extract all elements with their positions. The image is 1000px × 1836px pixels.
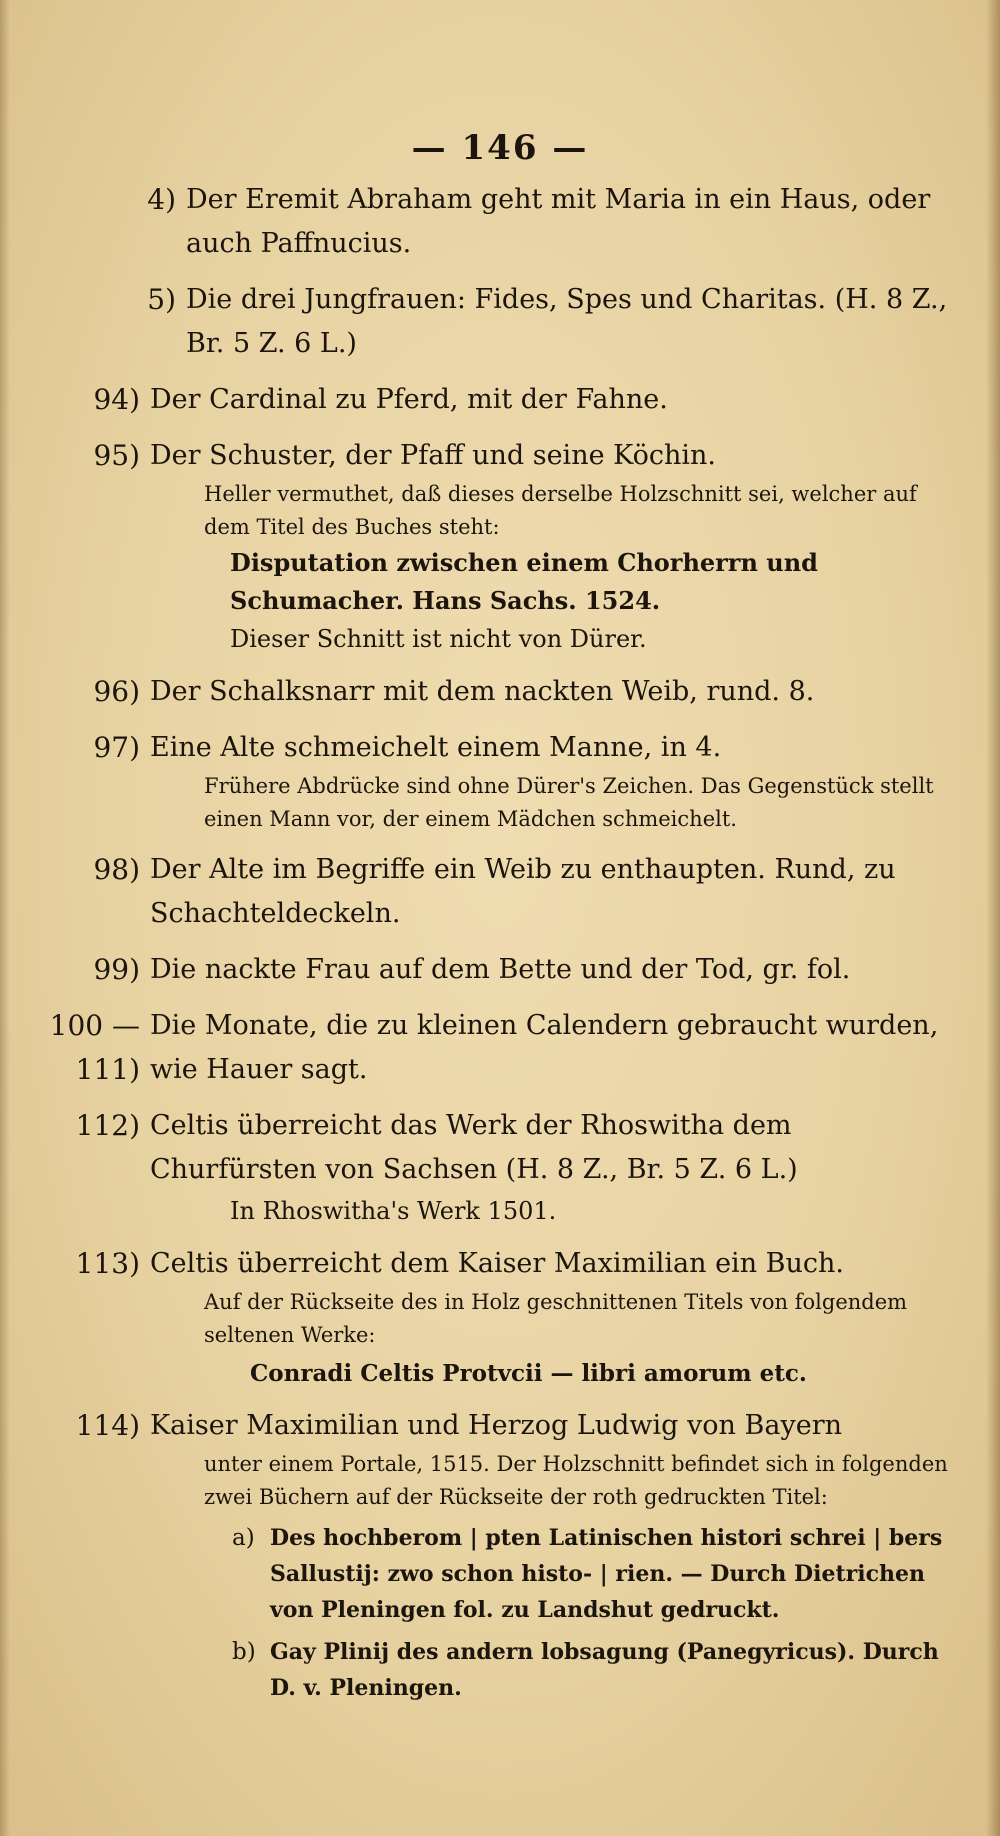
entry-number: 4)	[147, 183, 176, 216]
entry-title: Der Cardinal zu Pferd, mit der Fahne.	[150, 384, 668, 415]
entry-title: Der Schalksnarr mit dem nackten Weib, rund. 8.	[150, 676, 815, 707]
entry-98	[93, 848, 956, 936]
page-edge-left	[0, 0, 10, 1836]
entry-number: 5)	[147, 283, 176, 316]
entry-100-111	[49, 1004, 956, 1092]
entry-title: Celtis überreicht dem Kaiser Maximilian ein Buch.	[150, 1248, 844, 1279]
subitem-b	[150, 1634, 956, 1706]
entry-title: Der Eremit Abraham geht mit Maria in ein Haus, oder auch Paffnucius.	[186, 184, 931, 259]
entry-remark: Dieser Schnitt ist nicht von Dürer.	[230, 625, 647, 653]
entry-subtitle: Disputation zwischen einem Chorherrn und Schumacher. Hans Sachs. 1524.	[230, 548, 818, 615]
entry-number: 100 — 111)	[49, 1009, 140, 1086]
entry-note: Auf der Rückseite des in Holz geschnittenen Titels von folgendem seltenen Werke:	[204, 1290, 908, 1347]
subitem-label: b)	[232, 1639, 256, 1665]
subitem-text: Des hochberom | pten Latinischen histori schrei | bers Sallustij: zwo schon histo- | rien. — Durch Dietrichen von Pleningen fol. zu Landshut gedruckt.	[270, 1525, 943, 1623]
entry-note: Frühere Abdrücke sind ohne Dürer's Zeichen. Das Gegenstück stellt einen Mann vor, der einem Mädchen schmeichelt.	[204, 774, 934, 831]
subitem-a	[150, 1520, 956, 1628]
page-edge-right	[986, 0, 1000, 1836]
entry-number: 98)	[93, 853, 140, 886]
entry-112	[75, 1104, 956, 1230]
entry-note: Heller vermuthet, daß dieses derselbe Holzschnitt sei, welcher auf dem Titel des Buches steht:	[204, 482, 917, 539]
entry-note: unter einem Portale, 1515. Der Holzschnitt befindet sich in folgenden zwei Büchern auf der Rückseite der roth gedruckten Titel:	[204, 1452, 948, 1509]
page-number: — 146 —	[411, 128, 589, 168]
subitem-text: Gay Plinij des andern lobsagung (Panegyricus). Durch D. v. Pleningen.	[270, 1639, 939, 1701]
entry-number: 97)	[93, 731, 140, 764]
subitem-label: a)	[232, 1525, 255, 1551]
entry-title: Die Monate, die zu kleinen Calendern gebraucht wurden, wie Hauer sagt.	[150, 1010, 939, 1085]
entry-4	[147, 178, 956, 266]
entry-number: 112)	[75, 1109, 140, 1142]
entry-title: Der Alte im Begriffe ein Weib zu enthaupten. Rund, zu Schachteldeckeln.	[150, 854, 896, 929]
entry-title: Die nackte Frau auf dem Bette und der Tod, gr. fol.	[150, 954, 851, 985]
entry-5	[147, 278, 956, 366]
entry-title: Eine Alte schmeichelt einem Manne, in 4.	[150, 732, 722, 763]
entry-95	[93, 434, 956, 658]
entry-title: Celtis überreicht das Werk der Rhoswitha dem Churfürsten von Sachsen (H. 8 Z., Br. 5 Z. 6 L.)	[150, 1110, 798, 1185]
entry-latin-title: Conradi Celtis Protvcii — libri amorum etc.	[250, 1360, 807, 1387]
entry-94	[93, 378, 956, 422]
entry-title: Die drei Jungfrauen: Fides, Spes und Charitas. (H. 8 Z., Br. 5 Z. 6 L.)	[186, 284, 948, 359]
entry-113	[75, 1242, 956, 1392]
entry-number: 99)	[93, 953, 140, 986]
entry-number: 94)	[93, 383, 140, 416]
entry-number: 113)	[75, 1247, 140, 1280]
entry-number: 96)	[93, 675, 140, 708]
entry-list	[49, 178, 956, 1718]
entry-114	[75, 1404, 956, 1706]
entry-99	[93, 948, 956, 992]
entry-subtitle: In Rhoswitha's Werk 1501.	[230, 1197, 557, 1225]
entry-96	[93, 670, 956, 714]
entry-title: Der Schuster, der Pfaff und seine Köchin.	[150, 440, 716, 471]
entry-number: 114)	[75, 1409, 140, 1442]
entry-97	[93, 726, 956, 836]
entry-number: 95)	[93, 439, 140, 472]
entry-title: Kaiser Maximilian und Herzog Ludwig von Bayern	[150, 1410, 842, 1441]
